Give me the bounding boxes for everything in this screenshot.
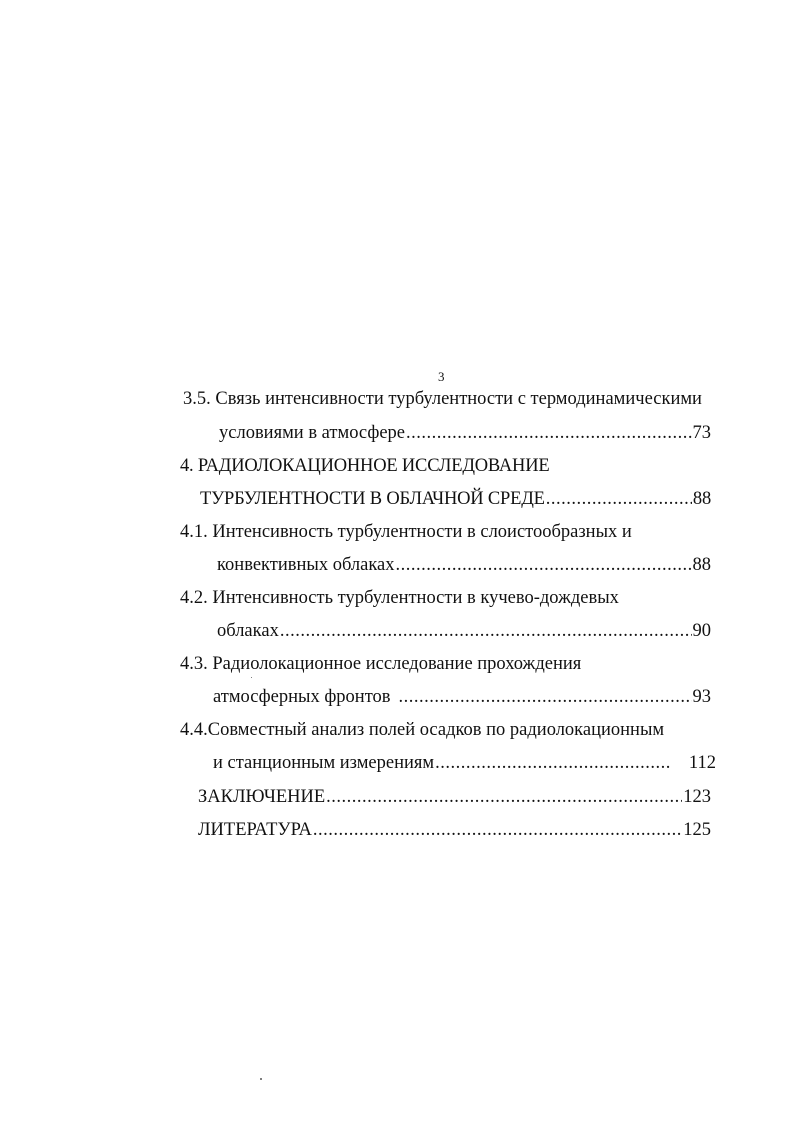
toc-entry-text: 4.3. Радиолокационное исследование прохождения	[180, 654, 582, 674]
toc-entry-text: атмосферных фронтов	[213, 687, 391, 707]
toc-entry-4	[180, 455, 549, 477]
toc-leader-dots	[546, 488, 692, 510]
toc-entry-text: ЛИТЕРАТУРА	[198, 820, 312, 840]
toc-leader-dots	[435, 752, 670, 774]
scan-speck	[251, 677, 252, 678]
toc-entry-4-4	[180, 719, 664, 741]
toc-entry-4-2	[180, 587, 619, 609]
toc-entry-text: конвективных облаках	[217, 555, 395, 575]
page-number: 3	[438, 369, 445, 384]
toc-page-number: 88	[692, 489, 711, 509]
toc-leader-dots	[313, 819, 682, 841]
toc-page-number: 93	[692, 687, 711, 707]
toc-entry-text: условиями в атмосфере	[219, 423, 406, 443]
scan-speck	[260, 1078, 262, 1080]
toc-leader-dots	[280, 620, 692, 642]
toc-leader-dots	[326, 786, 682, 808]
toc-page-number: 73	[692, 423, 711, 443]
toc-entry-conclusion	[198, 786, 711, 808]
toc-page-number: 125	[683, 820, 711, 840]
toc-entry-text: 4.4.Совместный анализ полей осадков по радиолокационным	[180, 720, 665, 740]
toc-page-number: 123	[683, 787, 711, 807]
toc-entry-text: 4.1. Интенсивность турбулентности в слоистообразных и	[180, 522, 632, 542]
toc-entry-4-4-cont	[213, 752, 716, 774]
toc-leader-dots	[399, 686, 692, 708]
toc-page-number: 112	[688, 753, 716, 773]
toc-entry-text: ЗАКЛЮЧЕНИЕ	[198, 787, 326, 807]
toc-entry-text: 3.5. Связь интенсивности турбулентности с термодинамическими	[183, 389, 702, 409]
toc-entry-4-3-cont	[213, 686, 711, 708]
toc-entry-text: ТУРБУЛЕНТНОСТИ В ОБЛАЧНОЙ СРЕДЕ	[200, 489, 545, 509]
toc-entry-4-3	[180, 653, 581, 675]
toc-entry-text: и станционным измерениям	[213, 753, 435, 773]
toc-entry-text: облаках	[217, 621, 279, 641]
toc-entry-text: 4. РАДИОЛОКАЦИОННОЕ ИССЛЕДОВАНИЕ	[180, 456, 550, 476]
toc-leader-dots	[406, 422, 691, 444]
toc-entry-4-1-cont	[217, 554, 711, 576]
toc-entry-4-cont	[200, 488, 711, 510]
toc-entry-4-1	[180, 521, 632, 543]
toc-entry-4-2-cont	[217, 620, 711, 642]
toc-entry-text: 4.2. Интенсивность турбулентности в кучево-дождевых	[180, 588, 619, 608]
toc-leader-dots	[396, 554, 692, 576]
toc-entry-literature	[198, 819, 711, 841]
toc-entry-3-5-cont	[219, 422, 711, 444]
toc-page-number: 90	[692, 621, 711, 641]
toc-page-number: 88	[692, 555, 711, 575]
toc-entry-3-5	[183, 388, 702, 410]
